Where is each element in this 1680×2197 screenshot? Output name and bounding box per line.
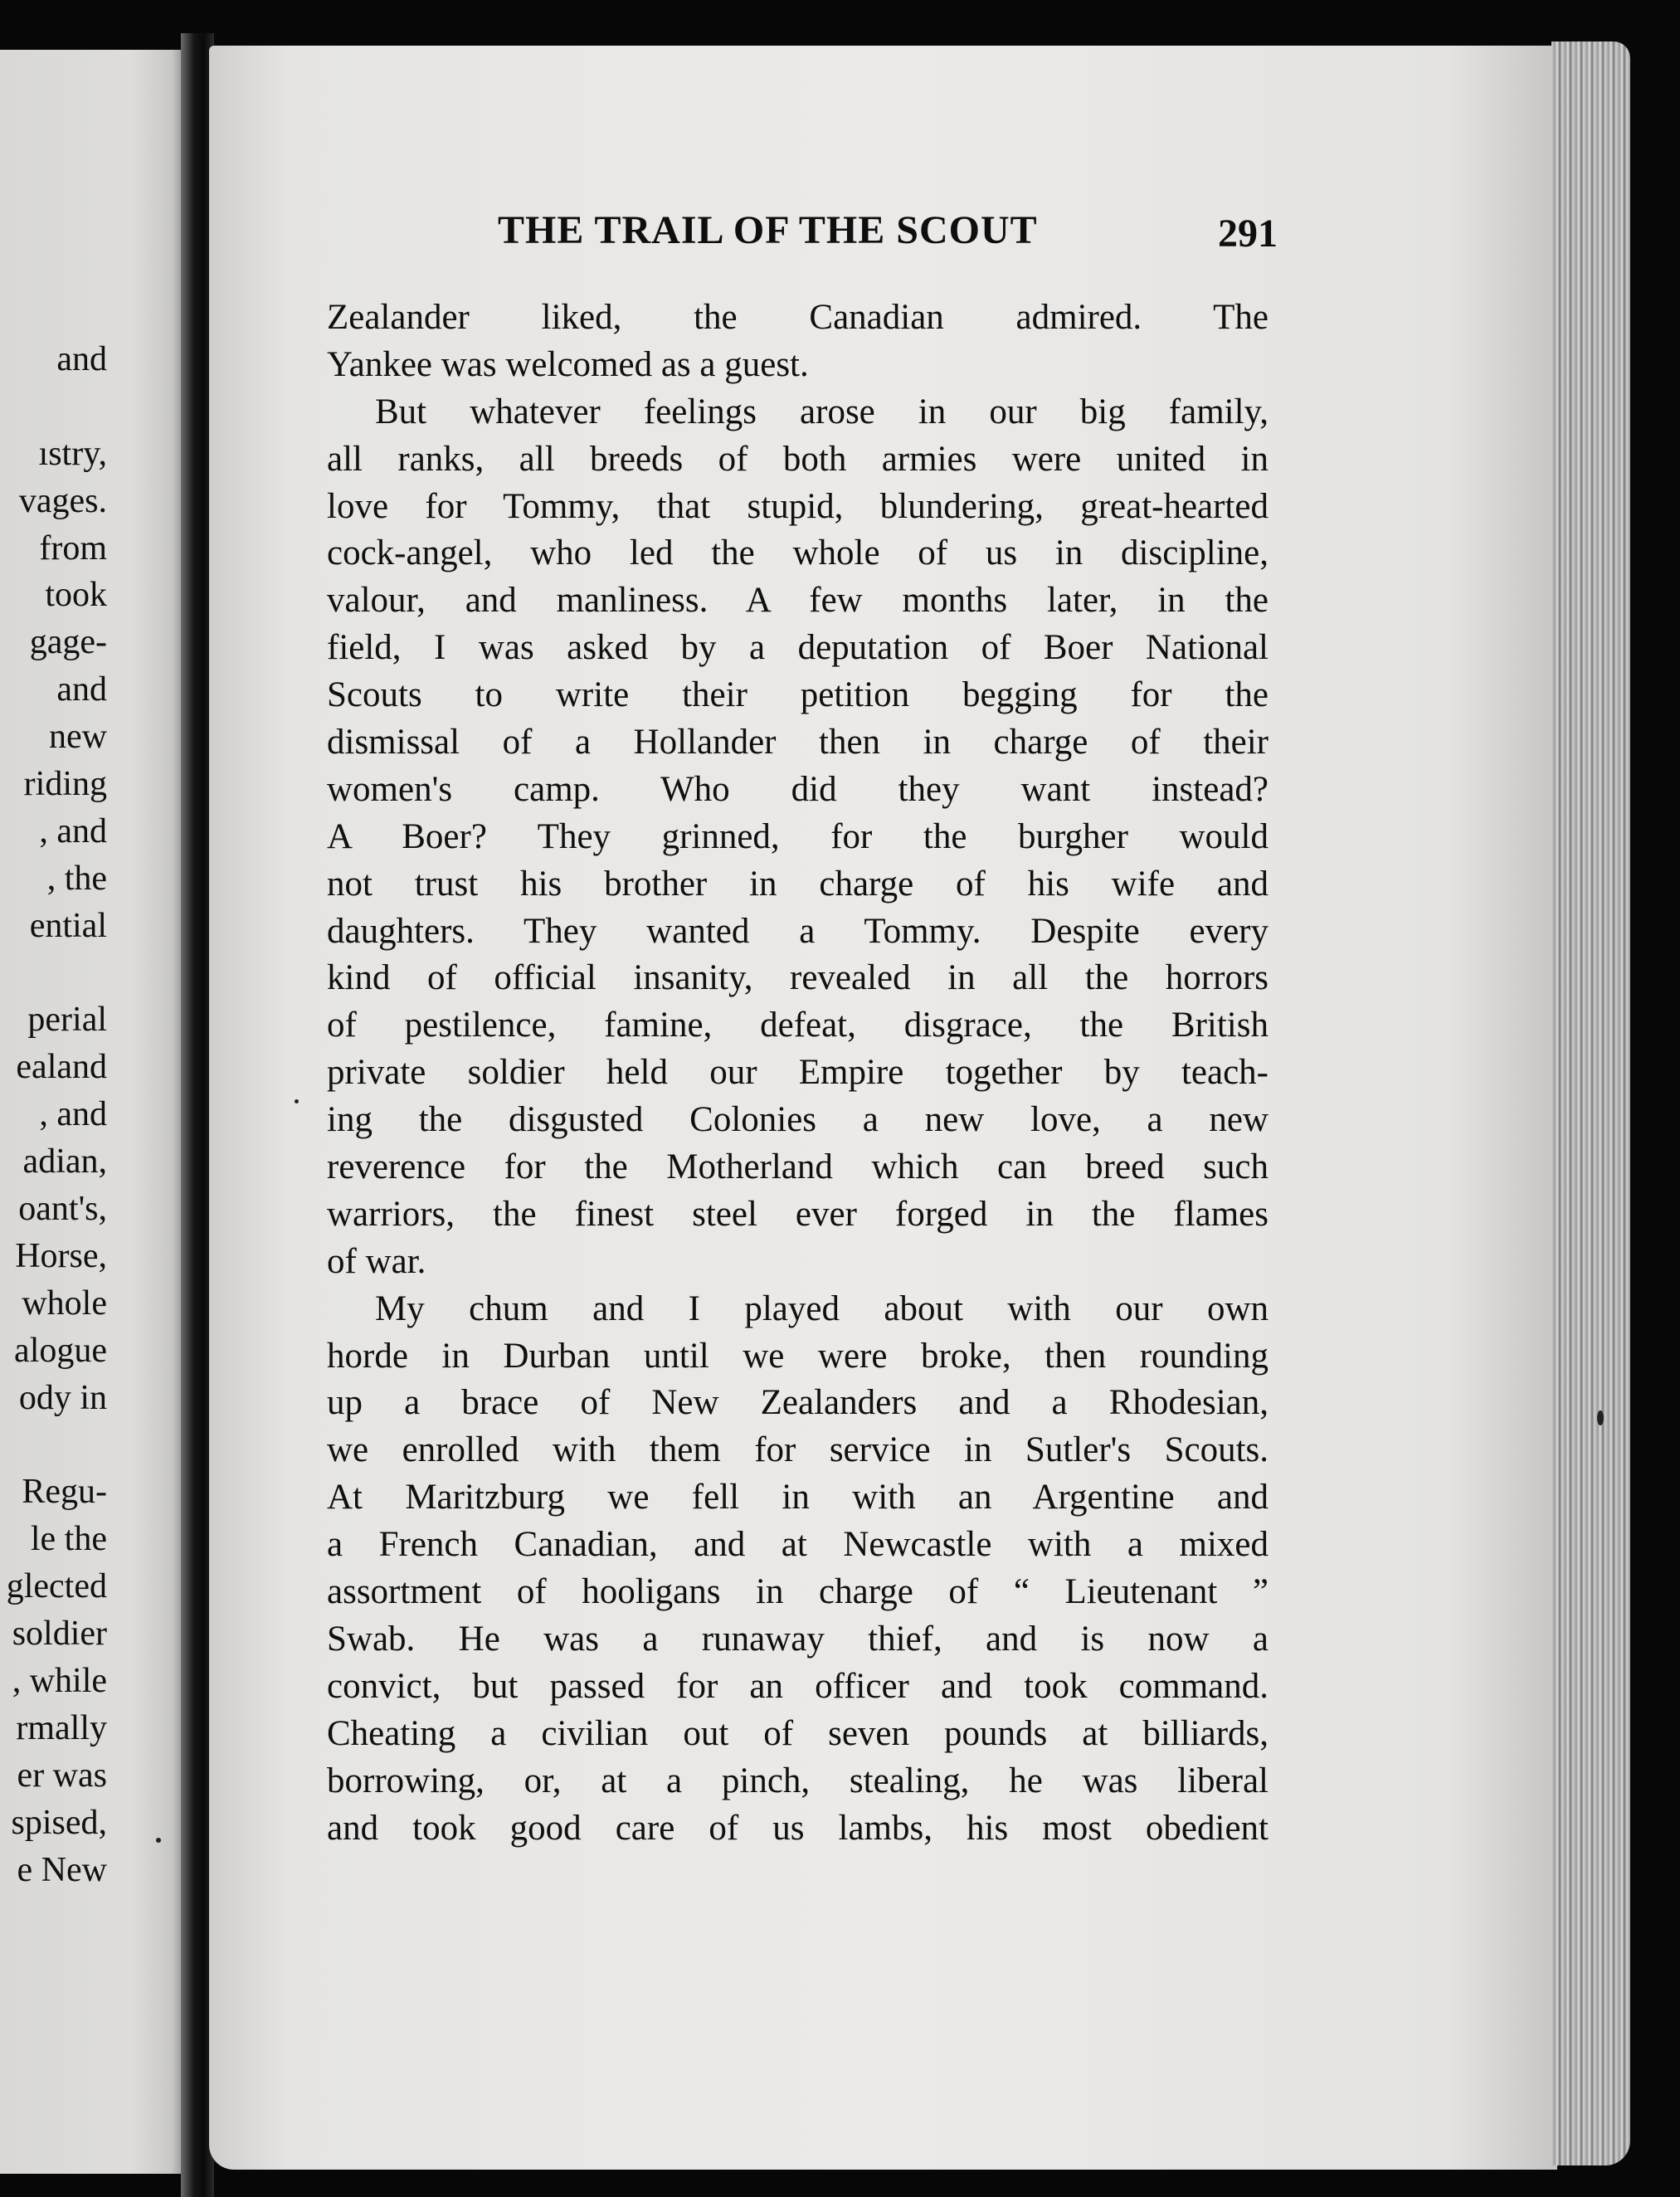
left-page-line: rmally bbox=[16, 1708, 107, 1747]
text-line: reverence for the Motherland which can breed such bbox=[327, 1147, 1269, 1187]
text-line: valour, and manliness. A few months later, in the bbox=[327, 581, 1269, 621]
text-line: ing the disgusted Colonies a new love, a new bbox=[327, 1100, 1269, 1140]
text-line: Scouts to write their petition begging for the bbox=[327, 675, 1269, 715]
left-page-line: e New bbox=[17, 1850, 107, 1889]
page-fore-edge bbox=[1551, 41, 1630, 2165]
left-page-line: from bbox=[39, 529, 107, 568]
text-line: horde in Durban until we were broke, then rounding bbox=[327, 1336, 1269, 1376]
left-page-line: ody in bbox=[18, 1378, 107, 1417]
left-page-line: , while bbox=[12, 1661, 107, 1700]
scan-speck bbox=[295, 1099, 299, 1103]
text-line: private soldier held our Empire together by teach- bbox=[327, 1053, 1269, 1093]
body-text bbox=[327, 295, 1269, 1852]
left-page-line: ential bbox=[29, 906, 107, 945]
left-page-line: ealand bbox=[16, 1048, 107, 1087]
scan-speck bbox=[1597, 1410, 1604, 1425]
left-page-line: whole bbox=[22, 1284, 107, 1323]
text-line: assortment of hooligans in charge of “ Lieutenant ” bbox=[327, 1572, 1269, 1612]
left-page-line: riding bbox=[23, 765, 107, 804]
text-line: up a brace of New Zealanders and a Rhodesian, bbox=[327, 1383, 1269, 1423]
left-page-fragment bbox=[0, 50, 187, 2174]
left-page-line: spised, bbox=[11, 1803, 107, 1842]
left-page-line: er was bbox=[17, 1756, 107, 1795]
text-line: A Boer? They grinned, for the burgher would bbox=[327, 816, 1269, 856]
left-page-line: le the bbox=[30, 1520, 107, 1559]
text-line: convict, but passed for an officer and took command. bbox=[327, 1666, 1269, 1706]
left-page-line: oant's, bbox=[18, 1190, 107, 1229]
text-line: of war. bbox=[327, 1241, 426, 1281]
text-line: My chum and I played about with our own bbox=[375, 1288, 1269, 1328]
left-page-line: took bbox=[45, 576, 107, 615]
left-page-line: gage- bbox=[29, 623, 107, 662]
text-line: daughters. They wanted a Tommy. Despite every bbox=[327, 911, 1269, 951]
text-line: At Maritzburg we fell in with an Argentine and bbox=[327, 1478, 1269, 1517]
left-page-line bbox=[7, 383, 107, 431]
left-page-line: Regu- bbox=[22, 1473, 107, 1512]
left-page-line: Horse, bbox=[15, 1236, 107, 1275]
page-header bbox=[498, 207, 1278, 261]
running-title: THE TRAIL OF THE SCOUT bbox=[498, 208, 1038, 252]
text-line: field, I was asked by a deputation of Boer National bbox=[327, 628, 1269, 668]
left-page-line bbox=[7, 1421, 107, 1469]
text-line: Zealander liked, the Canadian admired. The bbox=[327, 298, 1269, 337]
text-line: of pestilence, famine, defeat, disgrace, the British bbox=[327, 1006, 1269, 1045]
text-line: Cheating a civilian out of seven pounds at billiards, bbox=[327, 1713, 1269, 1753]
text-line: love for Tommy, that stupid, blundering, great-hearted bbox=[327, 486, 1269, 526]
text-line: dismissal of a Hollander then in charge of their bbox=[327, 723, 1269, 762]
text-line: we enrolled with them for service in Sutler's Scouts. bbox=[327, 1430, 1269, 1470]
left-page-line: , the bbox=[46, 859, 107, 898]
text-line: kind of official insanity, revealed in all the horrors bbox=[327, 958, 1269, 998]
text-line: borrowing, or, at a pinch, stealing, he was liberal bbox=[327, 1761, 1269, 1800]
page-number: 291 bbox=[1218, 212, 1278, 256]
left-page-line: perial bbox=[27, 1001, 107, 1040]
left-page-line: ıstry, bbox=[38, 434, 107, 473]
scan-speck bbox=[156, 1838, 161, 1843]
left-page-line: , and bbox=[39, 811, 107, 850]
text-line: not trust his brother in charge of his wife and bbox=[327, 864, 1269, 904]
left-page-line: and bbox=[56, 670, 107, 709]
text-line: a French Canadian, and at Newcastle with a mixed bbox=[327, 1525, 1269, 1565]
text-line: cock-angel, who led the whole of us in discipline, bbox=[327, 533, 1269, 573]
left-page-line: vages. bbox=[18, 481, 107, 520]
left-page-text bbox=[7, 336, 107, 1893]
left-page-line: adian, bbox=[22, 1142, 107, 1181]
text-line: Swab. He was a runaway thief, and is now a bbox=[327, 1619, 1269, 1659]
left-page-line: soldier bbox=[12, 1615, 107, 1654]
left-page-line bbox=[7, 950, 107, 997]
left-page-line: , and bbox=[39, 1095, 107, 1134]
left-page-line: glected bbox=[6, 1567, 107, 1606]
left-page-line: alogue bbox=[14, 1331, 107, 1370]
text-line: all ranks, all breeds of both armies were united in bbox=[327, 439, 1269, 479]
text-line: Yankee was welcomed as a guest. bbox=[327, 344, 809, 384]
left-page-line: new bbox=[49, 718, 107, 757]
text-line: warriors, the finest steel ever forged in the flames bbox=[327, 1194, 1269, 1234]
text-line: and took good care of us lambs, his most obedient bbox=[327, 1808, 1269, 1848]
left-page-line: and bbox=[56, 340, 107, 378]
text-line: women's camp. Who did they want instead? bbox=[327, 769, 1269, 809]
text-line: But whatever feelings arose in our big family, bbox=[375, 392, 1269, 431]
